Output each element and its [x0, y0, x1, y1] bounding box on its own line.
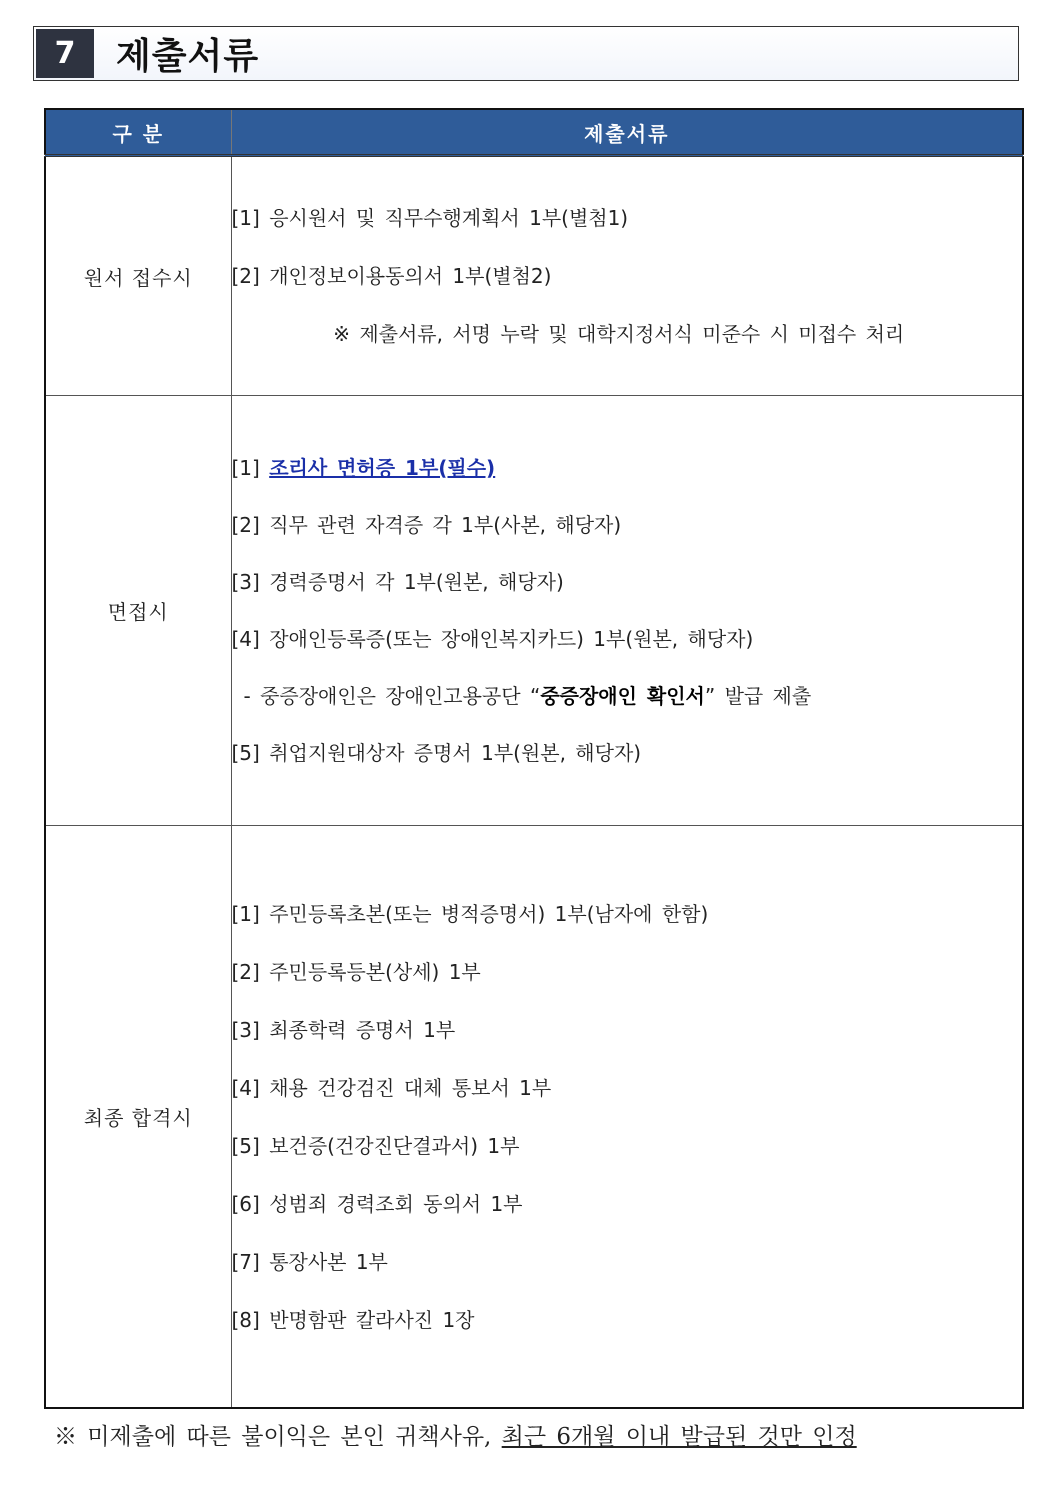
- table-row: [45, 826, 1023, 1409]
- section-header: [33, 26, 1019, 81]
- list-item: [7] 통장사본 1부: [231, 1249, 388, 1274]
- item-prefix: [1]: [231, 456, 270, 480]
- list-item: [5] 보건증(건강진단결과서) 1부: [231, 1133, 520, 1158]
- list-item: [3] 경력증명서 각 1부(원본, 해당자): [231, 570, 564, 594]
- list-item: [8] 반명함판 칼라사진 1장: [231, 1307, 475, 1332]
- table-row: [45, 396, 1023, 826]
- list-item: [1] 응시원서 및 직무수행계획서 1부(별첨1): [231, 206, 629, 230]
- table-header-row: [45, 109, 1023, 156]
- list-item: [5] 취업지원대상자 증명서 1부(원본, 해당자): [231, 741, 642, 765]
- list-item: [2] 주민등록등본(상세) 1부: [231, 959, 481, 984]
- footer-note: [54, 1418, 857, 1451]
- documents-cell: [231, 826, 1023, 1409]
- sub-note-prefix: - 중증장애인은 장애인고용공단 “: [243, 684, 541, 708]
- category-interview: 면접시: [45, 396, 231, 826]
- list-item: [6] 성범죄 경력조회 동의서 1부: [231, 1191, 523, 1216]
- header-documents: 제출서류: [231, 109, 1023, 156]
- footer-underlined: 최근 6개월 이내 발급된 것만 인정: [501, 1424, 857, 1450]
- sub-note-bold: 중증장애인 확인서: [540, 684, 705, 708]
- category-application: 원서 접수시: [45, 156, 231, 396]
- documents-cell: [231, 156, 1023, 396]
- category-final: 최종 합격시: [45, 826, 231, 1409]
- table-row: [45, 156, 1023, 396]
- section-number: 7: [36, 29, 94, 78]
- list-item: [4] 채용 건강검진 대체 통보서 1부: [231, 1075, 552, 1100]
- list-item: [4] 장애인등록증(또는 장애인복지카드) 1부(원본, 해당자): [231, 627, 754, 651]
- footer-prefix: ※ 미제출에 따른 불이익은 본인 귀책사유,: [54, 1424, 502, 1450]
- list-item: [3] 최종학력 증명서 1부: [231, 1017, 456, 1042]
- list-item: [2] 직무 관련 자격증 각 1부(사본, 해당자): [231, 513, 622, 537]
- documents-cell: [231, 396, 1023, 826]
- sub-note-suffix: ” 발급 제출: [704, 684, 812, 708]
- list-item: [2] 개인정보이용동의서 1부(별첨2): [231, 264, 552, 288]
- list-item: [232, 456, 1023, 480]
- list-item: [1] 주민등록초본(또는 병적증명서) 1부(남자에 한함): [231, 901, 709, 926]
- documents-table: [44, 108, 1024, 1409]
- header-category: 구 분: [45, 109, 231, 156]
- section-title: 제출서류: [116, 36, 260, 77]
- sub-note: [232, 684, 1023, 708]
- required-license-highlight: 조리사 면허증 1부(필수): [269, 456, 496, 480]
- note-text: ※ 제출서류, 서명 누락 및 대학지정서식 미준수 시 미접수 처리: [333, 322, 905, 346]
